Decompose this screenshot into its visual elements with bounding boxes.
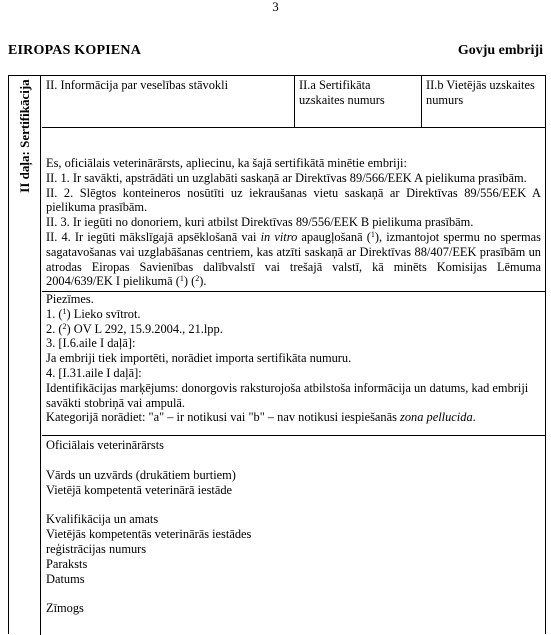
official-vet-registration-line-2: reģistrācijas numurs <box>46 541 147 556</box>
item4-text-start: II. 4. Ir iegūti mākslīgajā apsēklošanā vai <box>46 229 261 244</box>
item4-text-body: ), izmantojot spermu no spermas sagatavošanas vai uzglabāšanas centriem, kas atzīti saskaņā ar Direktīvas 88/407/EEK prasībām un atrodas Eiropas Savienības dalībvalstī vai trešajā valstī, kā minēts Komisijas Lēmuma 2004/639/EK I pielikumā ( <box>46 229 542 289</box>
item4-text-sep: ) ( <box>183 274 196 289</box>
certificate-reference-cell: II.a Sertifikāta uzskaites numurs <box>295 76 422 128</box>
certification-item-3: II. 3. Ir iegūti no donoriem, kuri atbilst Direktīvas 89/556/EEK B pielikuma prasībām. <box>46 215 474 230</box>
local-reference-cell: II.b Vietējās uzskaites numurs <box>426 78 535 107</box>
notes-section <box>42 292 545 436</box>
note-1 <box>46 307 541 322</box>
item4-in-vitro: in vitro <box>260 229 298 244</box>
official-vet-stamp-label: Zīmogs <box>46 601 84 616</box>
header-commodity-title: Govju embriji <box>457 43 543 58</box>
note-2 <box>46 322 541 337</box>
header-community-title: EIROPAS KOPIENA <box>8 43 142 58</box>
side-label: II daļa: Sertifikācija <box>17 79 32 193</box>
health-info-cell: II. Informācija par veselības stāvokli <box>42 76 295 128</box>
notes-title: Piezīmes. <box>46 292 94 306</box>
item4-footnote-ref-1: 1 <box>370 229 375 239</box>
certification-intro: Es, oficiālais veterinārārsts, apliecinu, ka šajā sertifikātā minētie embriji: <box>46 156 407 170</box>
official-vet-title: Oficiālais veterinārārsts <box>46 438 165 452</box>
certification-item-4 <box>46 230 541 289</box>
note-4-category <box>46 410 541 425</box>
note-1-text: ) Lieko svītrot. <box>66 306 141 321</box>
page-number: 3 <box>272 0 279 14</box>
certification-item-1: II. 1. Ir savākti, apstrādāti un uzglabāti saskaņā ar Direktīvas 89/566/EEK A pielikuma prasībām. <box>46 170 527 185</box>
note-1-ref: 1 <box>62 306 67 316</box>
official-vet-qualification-label: Kvalifikācija un amats <box>46 512 159 527</box>
note-3-text: Ja embriji tiek importēti, norādiet importa sertifikāta numuru. <box>46 351 352 366</box>
item4-footnote-ref-3: 2 <box>195 274 200 284</box>
note-4-text: Identifikācijas marķējums: donorgovis raksturojoša atbilstoša informācija un datums, kad embriji savākti stobriņā vai ampulā. <box>46 380 529 410</box>
official-vet-authority-label: Vietējā kompetentā veterinārā iestāde <box>46 482 233 497</box>
certification-item-2: II. 2. Slēgtos konteineros nosūtīti uz iekraušanas vietu saskaņā ar Direktīvas 89/556/EEK A pielikuma prasībām. <box>46 185 541 215</box>
note-2-prefix: 2. ( <box>46 321 63 336</box>
note-4-category-text: Kategorijā norādiet: "a" – ir notikusi vai "b" – nav notikusi iespiešanās <box>46 410 401 425</box>
note-2-text: ) OV L 292, 15.9.2004., 21.lpp. <box>66 321 223 336</box>
certificate-frame <box>8 75 546 634</box>
item4-text-end: ). <box>199 274 207 289</box>
certificate-content <box>42 76 545 635</box>
official-vet-section <box>42 438 545 635</box>
certification-section <box>42 156 545 292</box>
note-1-prefix: 1. ( <box>46 306 63 321</box>
note-3-title: 3. [I.6.aile I daļā]: <box>46 336 136 351</box>
item4-text-mid: apaugļošanā ( <box>297 229 371 244</box>
official-vet-name-label: Vārds un uzvārds (drukātiem burtiem) <box>46 467 236 482</box>
note-2-ref: 2 <box>62 321 67 331</box>
item4-footnote-ref-2: 1 <box>179 274 184 284</box>
official-vet-registration-line-1: Vietējās kompetentās veterinārās iestādes <box>46 527 252 542</box>
note-4-zona-pellucida: zona pellucida <box>400 410 473 425</box>
note-4-title: 4. [I.31.aile I daļā]: <box>46 365 142 380</box>
note-4-category-end: . <box>472 410 476 425</box>
official-vet-signature-label: Paraksts <box>46 556 88 571</box>
health-info-row <box>42 76 545 128</box>
official-vet-date-label: Datums <box>46 571 85 586</box>
side-column <box>9 76 41 635</box>
document-header <box>8 43 543 59</box>
